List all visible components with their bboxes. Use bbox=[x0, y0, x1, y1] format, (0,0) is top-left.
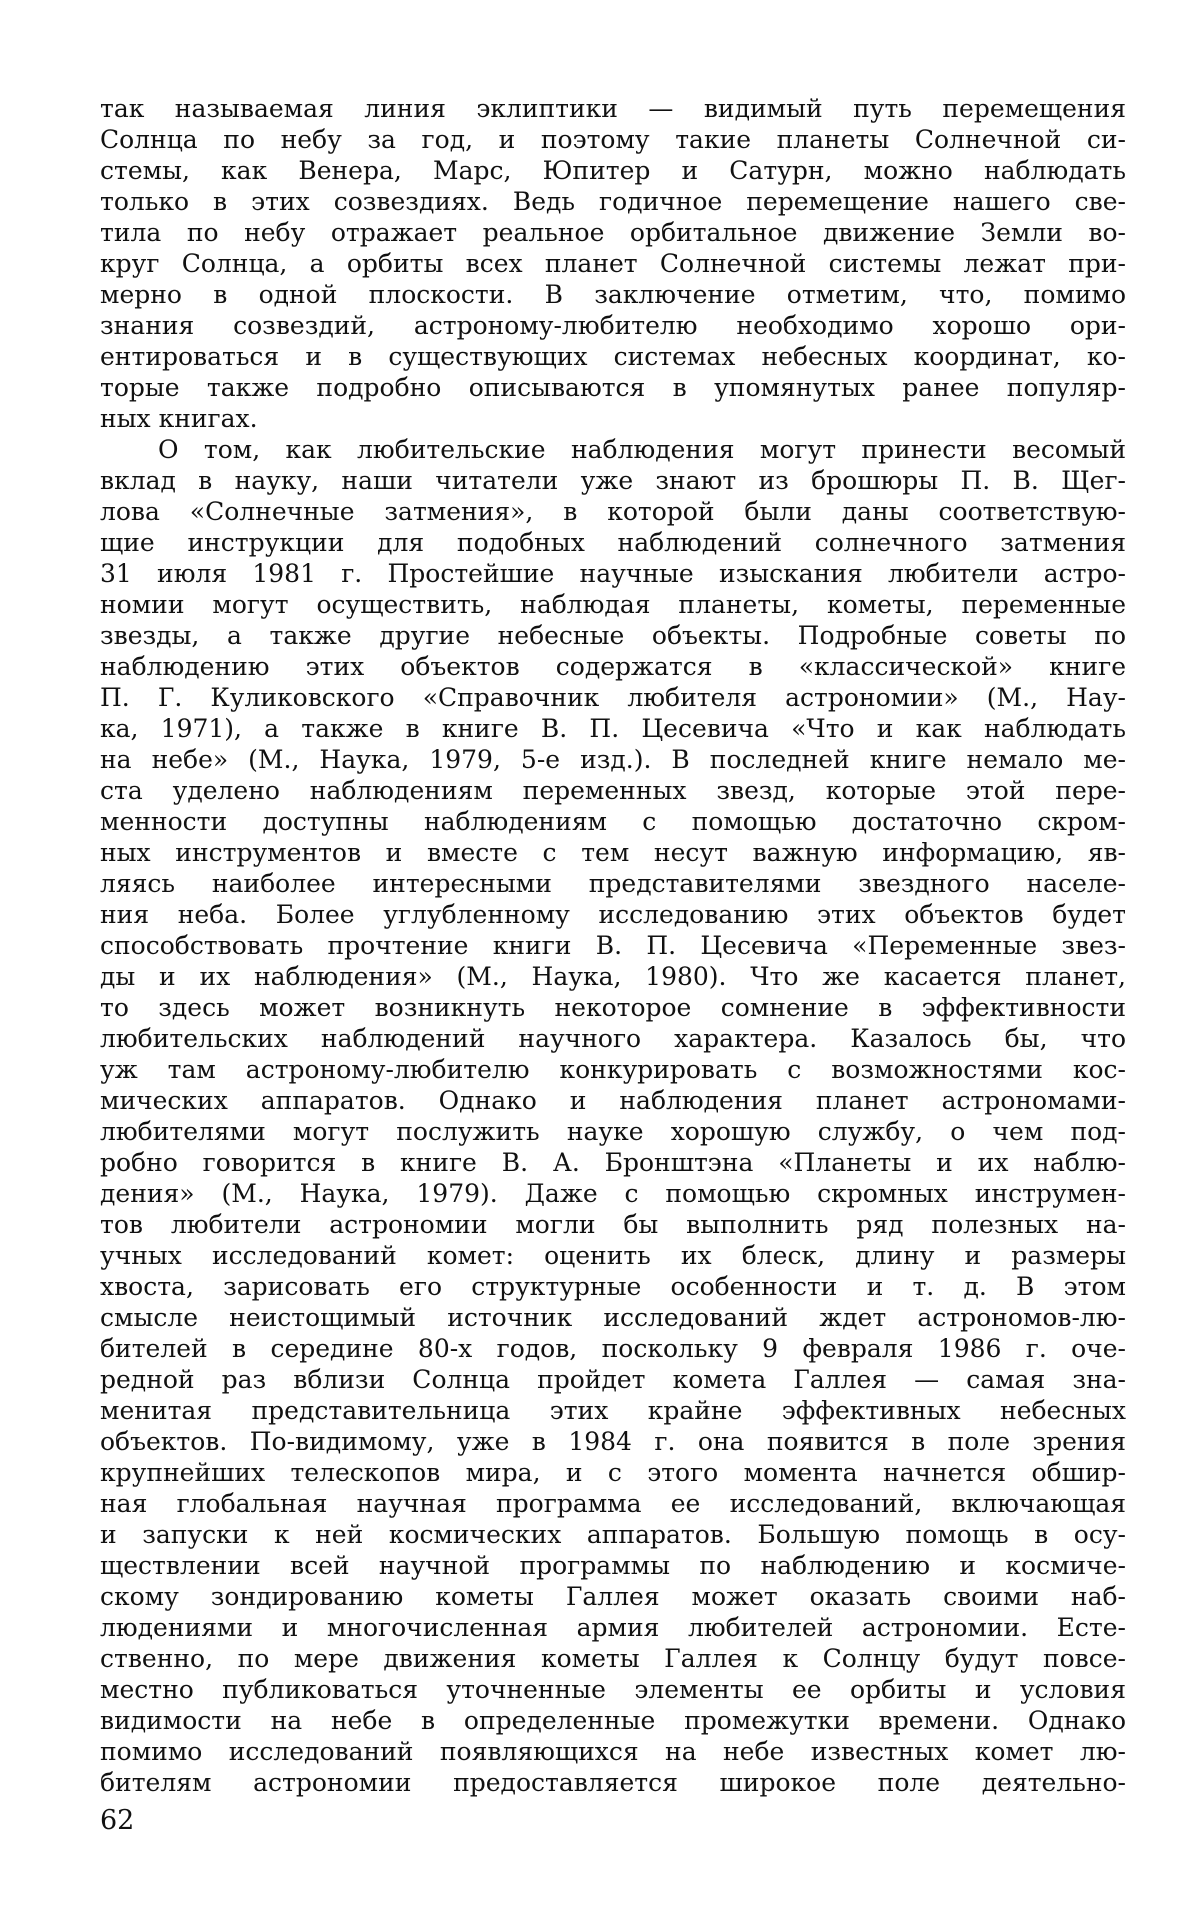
text-line: ных книгах. bbox=[100, 404, 258, 433]
text-line: так называемая линия эклиптики — видимый путь перемещения bbox=[100, 94, 1126, 123]
text-line: только в этих созвездиях. Ведь годичное перемещение нашего све- bbox=[100, 187, 1126, 216]
text-line: ществлении всей научной программы по наблюдению и космиче- bbox=[100, 1551, 1126, 1580]
text-line: дения» (М., Наука, 1979). Даже с помощью скромных инструмен- bbox=[100, 1179, 1126, 1208]
text-line: наблюдению этих объектов содержатся в «классической» книге bbox=[100, 652, 1126, 681]
paragraph bbox=[100, 93, 1126, 434]
text-line: смысле неистощимый источник исследований ждет астрономов-лю- bbox=[100, 1303, 1126, 1332]
text-line: вклад в науку, наши читатели уже знают из брошюры П. В. Щег- bbox=[100, 466, 1126, 495]
text-line: ляясь наиболее интересными представителями звездного населе- bbox=[100, 869, 1126, 898]
text-line: ентироваться и в существующих системах небесных координат, ко- bbox=[100, 342, 1126, 371]
text-line: тов любители астрономии могли бы выполнить ряд полезных на- bbox=[100, 1210, 1126, 1239]
text-line: тила по небу отражает реальное орбитальное движение Земли во- bbox=[100, 218, 1126, 247]
text-line: любителями могут послужить науке хорошую службу, о чем под- bbox=[100, 1117, 1126, 1146]
text-line: помимо исследований появляющихся на небе известных комет лю- bbox=[100, 1737, 1126, 1766]
text-line: редной раз вблизи Солнца пройдет комета Галлея — самая зна- bbox=[100, 1365, 1126, 1394]
text-line: ная глобальная научная программа ее исследований, включающая bbox=[100, 1489, 1126, 1518]
text-line: менности доступны наблюдениям с помощью достаточно скром- bbox=[100, 807, 1126, 836]
text-line: круг Солнца, а орбиты всех планет Солнечной системы лежат при- bbox=[100, 249, 1126, 278]
text-line: ды и их наблюдения» (М., Наука, 1980). Что же касается планет, bbox=[100, 962, 1126, 991]
text-line: стемы, как Венера, Марс, Юпитер и Сатурн, можно наблюдать bbox=[100, 156, 1126, 185]
text-line: и запуски к ней космических аппаратов. Большую помощь в осу- bbox=[100, 1520, 1126, 1549]
text-line: бителей в середине 80-х годов, поскольку 9 февраля 1986 г. оче- bbox=[100, 1334, 1126, 1363]
text-line: ка, 1971), а также в книге В. П. Цесевича «Что и как наблюдать bbox=[100, 714, 1126, 743]
page-number: 62 bbox=[100, 1805, 135, 1836]
text-line: то здесь может возникнуть некоторое сомнение в эффективности bbox=[100, 993, 1126, 1022]
text-line: ственно, по мере движения кометы Галлея к Солнцу будут повсе- bbox=[100, 1644, 1126, 1673]
text-line: робно говорится в книге В. А. Бронштэна «Планеты и их наблю- bbox=[100, 1148, 1126, 1177]
text-line: знания созвездий, астроному-любителю необходимо хорошо ори- bbox=[100, 311, 1126, 340]
text-line: 31 июля 1981 г. Простейшие научные изыскания любители астро- bbox=[100, 559, 1126, 588]
text-line: видимости на небе в определенные промежутки времени. Однако bbox=[100, 1706, 1126, 1735]
text-line: номии могут осуществить, наблюдая планеты, кометы, переменные bbox=[100, 590, 1126, 619]
text-line: ста уделено наблюдениям переменных звезд, которые этой пере- bbox=[100, 776, 1126, 805]
text-line: местно публиковаться уточненные элементы ее орбиты и условия bbox=[100, 1675, 1126, 1704]
text-line: бителям астрономии предоставляется широкое поле деятельно- bbox=[100, 1768, 1126, 1797]
text-line: людениями и многочисленная армия любителей астрономии. Есте- bbox=[100, 1613, 1126, 1642]
text-line: Солнца по небу за год, и поэтому такие планеты Солнечной си- bbox=[100, 125, 1126, 154]
text-line: крупнейших телескопов мира, и с этого момента начнется обшир- bbox=[100, 1458, 1126, 1487]
text-line: любительских наблюдений научного характера. Казалось бы, что bbox=[100, 1024, 1126, 1053]
text-line: П. Г. Куликовского «Справочник любителя астрономии» (М., Нау- bbox=[100, 683, 1126, 712]
text-line: мических аппаратов. Однако и наблюдения планет астрономами- bbox=[100, 1086, 1126, 1115]
text-line: звезды, а также другие небесные объекты. Подробные советы по bbox=[100, 621, 1126, 650]
text-line: уж там астроному-любителю конкурировать с возможностями кос- bbox=[100, 1055, 1126, 1084]
text-line: торые также подробно описываются в упомянутых ранее популяр- bbox=[100, 373, 1126, 402]
text-line: хвоста, зарисовать его структурные особенности и т. д. В этом bbox=[100, 1272, 1126, 1301]
body-text bbox=[100, 93, 1126, 1798]
text-line: скому зондированию кометы Галлея может оказать своими наб- bbox=[100, 1582, 1126, 1611]
text-line: на небе» (М., Наука, 1979, 5-е изд.). В последней книге немало ме- bbox=[100, 745, 1126, 774]
paragraph bbox=[100, 434, 1126, 1798]
text-line: ных инструментов и вместе с тем несут важную информацию, яв- bbox=[100, 838, 1126, 867]
text-line: щие инструкции для подобных наблюдений солнечного затмения bbox=[100, 528, 1126, 557]
text-line: мерно в одной плоскости. В заключение отметим, что, помимо bbox=[100, 280, 1126, 309]
text-line: менитая представительница этих крайне эффективных небесных bbox=[100, 1396, 1126, 1425]
text-line: лова «Солнечные затмения», в которой были даны соответствую- bbox=[100, 497, 1126, 526]
text-line: учных исследований комет: оценить их блеск, длину и размеры bbox=[100, 1241, 1126, 1270]
text-line: О том, как любительские наблюдения могут принести весомый bbox=[158, 435, 1126, 464]
text-line: объектов. По-видимому, уже в 1984 г. она появится в поле зрения bbox=[100, 1427, 1126, 1456]
text-line: ния неба. Более углубленному исследованию этих объектов будет bbox=[100, 900, 1126, 929]
text-line: способствовать прочтение книги В. П. Цесевича «Переменные звез- bbox=[100, 931, 1126, 960]
